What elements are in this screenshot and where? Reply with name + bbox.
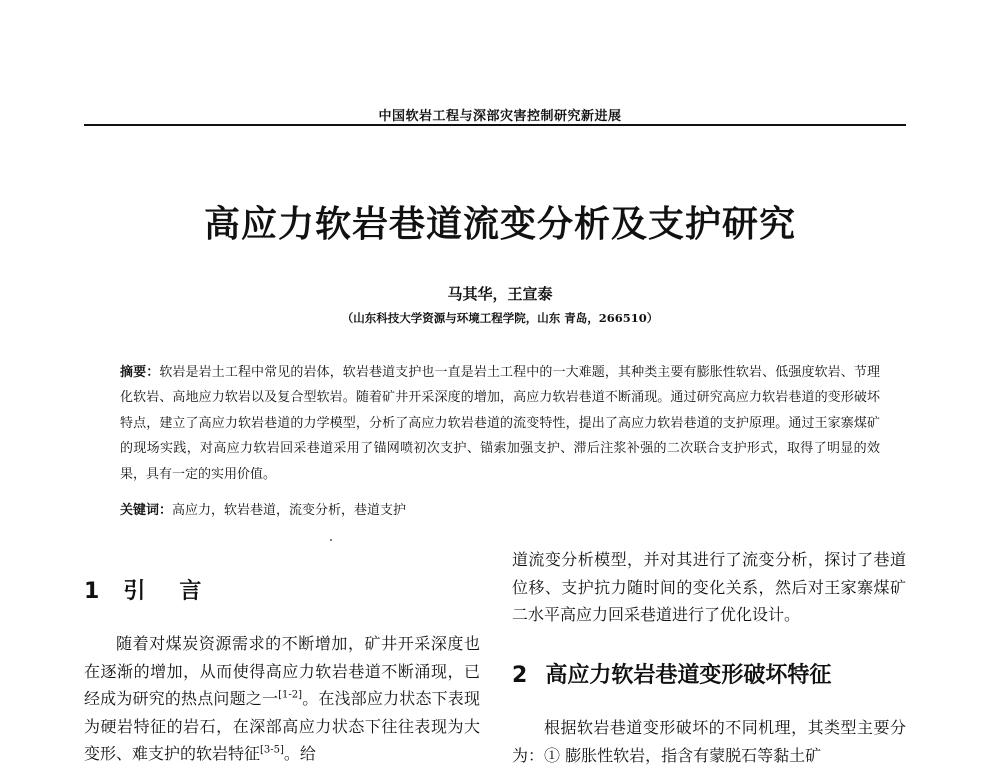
citation-1: [1-2]: [278, 689, 303, 701]
section-2-heading: [512, 658, 831, 689]
running-head: 中国软岩工程与深部灾害控制研究新进展: [378, 109, 622, 124]
keywords-label: 关键词：: [120, 503, 173, 518]
keywords-text: 高应力，软岩巷道，流变分析，巷道支护: [172, 503, 407, 518]
section-2-body: [512, 714, 906, 769]
header-rule: [84, 124, 906, 126]
section-1-heading: [84, 574, 207, 605]
continued-paragraph: 道流变分析模型，并对其进行了流变分析，探讨了巷道位移、支护抗力随时间的变化关系，然后对王家寨煤矿二水平高应力回采巷道进行了优化设计。: [512, 550, 906, 624]
authors: 马其华，王宣泰: [447, 285, 553, 303]
citation-2: [3-5]: [260, 744, 284, 756]
affiliation: （山东科技大学资源与环境工程学院，山东 青岛，266510）: [341, 311, 659, 325]
abstract-text: 软岩是岩土工程中常见的岩体，软岩巷道支护也一直是岩土工程中的一大难题，其种类主要有膨胀性软岩、低强度软岩、节理化软岩、高地应力软岩以及复合型软岩。随着矿井开采深度的增加，高应力软岩巷道不断涌现。通过研究高应力软岩巷道的变形破坏特点，建立了高应力软岩巷道的力学模型，分析了高应力软岩巷道的流变特性，提出了高应力软岩巷道的支护原理。通过王家寨煤矿的现场实践，对高应力软岩回采巷道采用了锚网喷初次支护、锚索加强支护、滞后注浆补强的二次联合支护形式，取得了明显的效果，具有一定的实用价值。: [120, 365, 880, 482]
section-1-number: 1: [84, 579, 106, 604]
section-2-title: 高应力软岩巷道变形破坏特征: [545, 663, 832, 688]
keywords: [120, 499, 880, 518]
abstract: [120, 360, 880, 487]
intro-text-3: 。给: [283, 744, 316, 763]
intro-paragraph: [84, 630, 480, 768]
section-2-number: 2: [512, 663, 528, 688]
intro-text-1: 随着对煤炭资源需求的不断增加，矿井开采深度也在逐渐的增加，从而使得高应力软岩巷道不断涌现，已经成为研究的热点问题之一: [84, 634, 480, 708]
stray-dot: [330, 539, 332, 541]
section-2-paragraph: 根据软岩巷道变形破坏的不同机理，其类型主要分为：① 膨胀性软岩，指含有蒙脱石等黏土矿: [512, 718, 906, 765]
paper-title: 高应力软岩巷道流变分析及支护研究: [203, 204, 796, 245]
intro-text-2: 。在浅部应力状态下表现为硬岩特征的岩石，在深部高应力状态下往往表现为大变形、难支护的软岩特征: [84, 689, 480, 763]
section-1-title: 引 言: [123, 579, 208, 604]
abstract-label: 摘要：: [120, 365, 160, 380]
right-column: [512, 546, 906, 629]
left-column: [84, 630, 480, 768]
